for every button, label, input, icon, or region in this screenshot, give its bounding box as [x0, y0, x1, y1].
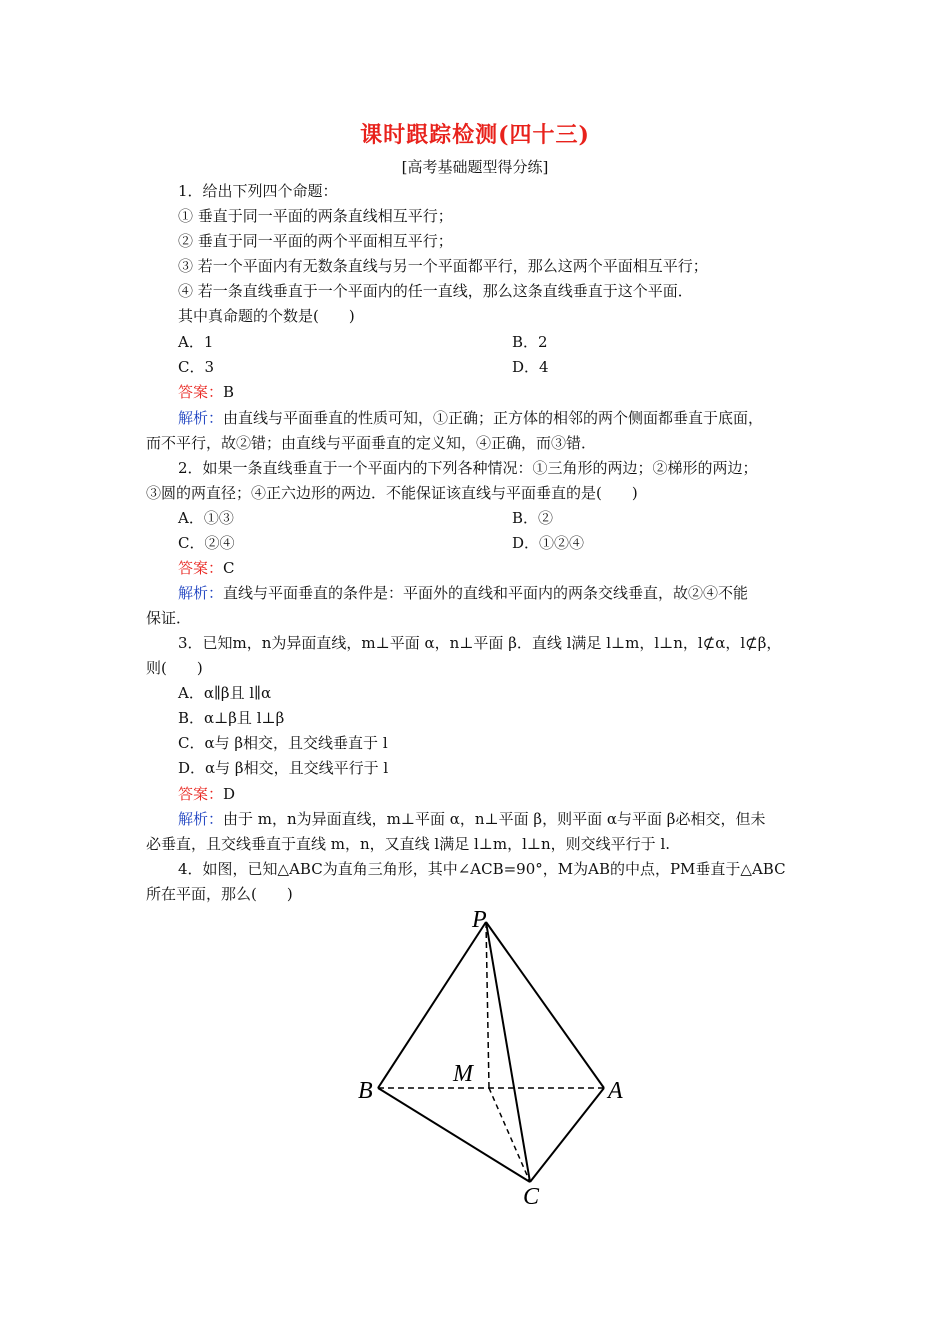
- q3-stem-line-2: 则( ): [146, 659, 203, 677]
- q3-analysis-line-1: [178, 809, 765, 829]
- edge-mc-dashed: [489, 1088, 530, 1182]
- q2-analysis-line-2: 保证．: [146, 609, 192, 627]
- answer-label: 答案：: [178, 785, 224, 803]
- q2-stem-line-1: 2．如果一条直线垂直于一个平面内的下列各种情况：①三角形的两边；②梯形的两边；: [178, 459, 758, 477]
- q1-analysis-line-2: 而不平行，故②错；由直线与平面垂直的定义知，④正确，而③错．: [146, 434, 597, 452]
- answer-value: D: [223, 785, 236, 803]
- q2-stem-line-2: ③圆的两直径；④正六边形的两边．不能保证该直线与平面垂直的是( ): [146, 484, 638, 502]
- page-title: 课时跟踪检测(四十三): [360, 122, 590, 148]
- q3-option-c: C．α与 β相交，且交线垂直于 l: [178, 734, 388, 752]
- q2-option-a: A．①③: [178, 509, 234, 527]
- pyramid-figure: [358, 908, 628, 1208]
- q1-option-c: C．3: [178, 358, 215, 376]
- q3-analysis-line-2: 必垂直，且交线垂直于直线 m，n，又直线 l满足 l⊥m，l⊥n，则交线平行于 l.: [146, 835, 671, 853]
- q3-answer: [178, 784, 235, 804]
- label-b: B: [358, 1078, 373, 1104]
- label-c: C: [523, 1184, 540, 1208]
- q2-option-b: B．②: [512, 509, 554, 527]
- edge-pa: [486, 922, 604, 1088]
- q1-proposition-3: ③ 若一个平面内有无数条直线与另一个平面都平行，那么这两个平面相互平行；: [178, 257, 708, 275]
- edge-ac: [530, 1088, 604, 1182]
- analysis-text: 由于 m，n为异面直线，m⊥平面 α，n⊥平面 β，则平面 α与平面 β必相交，但未: [223, 810, 766, 828]
- q3-option-d: D．α与 β相交，且交线平行于 l: [178, 759, 389, 777]
- analysis-label: 解析：: [178, 810, 224, 828]
- q4-stem-line-1: 4．如图，已知△ABC为直角三角形，其中∠ACB=90°，M为AB的中点，PM垂直于△ABC: [178, 860, 786, 878]
- q1-proposition-4: ④ 若一条直线垂直于一个平面内的任一直线，那么这条直线垂直于这个平面．: [178, 282, 693, 300]
- q1-proposition-1: ① 垂直于同一平面的两条直线相互平行；: [178, 207, 453, 225]
- q1-stem: 1．给出下列四个命题：: [178, 182, 338, 200]
- q2-option-d: D．①②④: [512, 534, 585, 552]
- q1-option-b: B．2: [512, 333, 548, 351]
- q3-option-b: B．α⊥β且 l⊥β: [178, 709, 285, 727]
- edge-pm-dashed: [486, 922, 489, 1088]
- q2-analysis-line-1: [178, 583, 748, 603]
- edge-bc: [378, 1088, 530, 1182]
- page-subtitle: [高考基础题型得分练]: [401, 158, 549, 176]
- analysis-label: 解析：: [178, 409, 224, 427]
- analysis-text: 直线与平面垂直的条件是：平面外的直线和平面内的两条交线垂直，故②④不能: [223, 584, 749, 602]
- q1-answer: [178, 382, 234, 402]
- answer-label: 答案：: [178, 559, 224, 577]
- label-m: M: [453, 1061, 473, 1087]
- q1-ask: 其中真命题的个数是( ): [178, 307, 355, 325]
- q1-option-a: A．1: [178, 333, 214, 351]
- label-p: P: [472, 908, 487, 933]
- answer-value: C: [223, 559, 235, 577]
- q2-answer: [178, 558, 235, 578]
- label-a: A: [608, 1078, 623, 1104]
- q2-option-c: C．②④: [178, 534, 235, 552]
- analysis-label: 解析：: [178, 584, 224, 602]
- q3-option-a: A．α∥β且 l∥α: [178, 684, 272, 702]
- q4-stem-line-2: 所在平面，那么( ): [146, 885, 293, 903]
- q3-stem-line-1: 3．已知m，n为异面直线，m⊥平面 α，n⊥平面 β．直线 l满足 l⊥m，l⊥n，l⊄α，l⊄β，: [178, 634, 782, 652]
- q1-option-d: D．4: [512, 358, 549, 376]
- q1-analysis-line-1: [178, 408, 763, 428]
- answer-label: 答案：: [178, 383, 224, 401]
- edge-pc: [486, 922, 530, 1182]
- answer-value: B: [223, 383, 235, 401]
- analysis-text: 由直线与平面垂直的性质可知，①正确；正方体的相邻的两个侧面都垂直于底面，: [223, 409, 764, 427]
- q1-proposition-2: ② 垂直于同一平面的两个平面相互平行；: [178, 232, 453, 250]
